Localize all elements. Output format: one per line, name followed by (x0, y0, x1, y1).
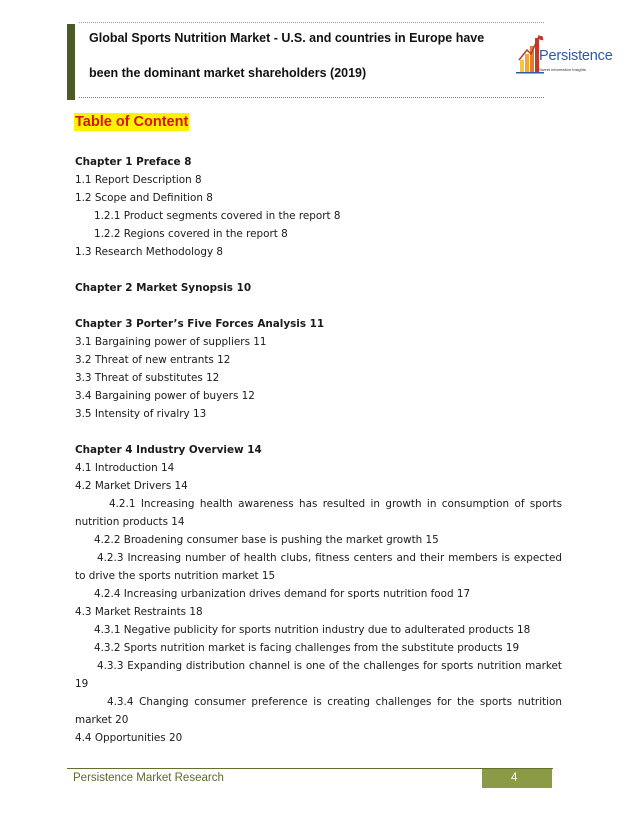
toc-chapter: Chapter 4 Industry Overview 14 (75, 444, 262, 456)
persistence-logo (515, 30, 613, 92)
footer-rule (67, 768, 553, 769)
toc-entry: 4.2 Market Drivers 14 (75, 480, 188, 492)
footer-company: Persistence Market Research (73, 772, 224, 784)
toc-entry: 4.4 Opportunities 20 (75, 732, 183, 744)
toc-entry: 4.3.3 Expanding distribution channel is one of the challenges for sports nutrition market (97, 660, 562, 672)
toc-entry: 3.5 Intensity of rivalry 13 (75, 408, 207, 420)
toc-entry-continuation: 19 (75, 678, 89, 690)
toc-entry: 1.2.2 Regions covered in the report 8 (94, 228, 288, 240)
header-title-line-2: been the dominant market shareholders (2019) (89, 66, 367, 80)
toc-chapter: Chapter 3 Porter’s Five Forces Analysis 11 (75, 318, 325, 330)
toc-title: Table of Content (75, 114, 189, 130)
toc-chapter: Chapter 2 Market Synopsis 10 (75, 282, 252, 294)
toc-entry: 4.3.2 Sports nutrition market is facing challenges from the substitute products 19 (94, 642, 520, 654)
header-bottom-rule (79, 97, 544, 98)
header-accent-bar (67, 24, 75, 100)
logo-tagline: Sweet information Insights (539, 67, 586, 72)
toc-entry: 4.1 Introduction 14 (75, 462, 175, 474)
toc-entry: 4.3.4 Changing consumer preference is creating challenges for the sports nutrition (107, 696, 562, 708)
toc-entry: 4.2.3 Increasing number of health clubs, fitness centers and their members is expected (97, 552, 562, 564)
toc-entry: 4.2.2 Broadening consumer base is pushing the market growth 15 (94, 534, 439, 546)
header-title-line-1: Global Sports Nutrition Market - U.S. and countries in Europe have (89, 31, 485, 45)
toc-entry: 1.2 Scope and Definition 8 (75, 192, 213, 204)
toc-entry: 3.3 Threat of substitutes 12 (75, 372, 220, 384)
toc-entry: 3.4 Bargaining power of buyers 12 (75, 390, 255, 402)
page-number: 4 (511, 772, 518, 784)
header-top-rule (79, 22, 544, 23)
toc-entry: 3.2 Threat of new entrants 12 (75, 354, 231, 366)
toc-entry-continuation: to drive the sports nutrition market 15 (75, 570, 276, 582)
toc-entry: 4.2.1 Increasing health awareness has resulted in growth in consumption of sports (109, 498, 562, 510)
toc-entry-continuation: nutrition products 14 (75, 516, 185, 528)
logo-wordmark: Persistence (539, 48, 613, 64)
toc-entry: 3.1 Bargaining power of suppliers 11 (75, 336, 267, 348)
toc-entry: 4.2.4 Increasing urbanization drives demand for sports nutrition food 17 (94, 588, 471, 600)
toc-entry: 1.1 Report Description 8 (75, 174, 202, 186)
toc-entry: 1.2.1 Product segments covered in the report 8 (94, 210, 341, 222)
toc-entry: 1.3 Research Methodology 8 (75, 246, 224, 258)
toc-chapter: Chapter 1 Preface 8 (75, 156, 192, 168)
toc-entry: 4.3 Market Restraints 18 (75, 606, 203, 618)
toc-entry-continuation: market 20 (75, 714, 129, 726)
toc-entry: 4.3.1 Negative publicity for sports nutrition industry due to adulterated products 18 (94, 624, 531, 636)
